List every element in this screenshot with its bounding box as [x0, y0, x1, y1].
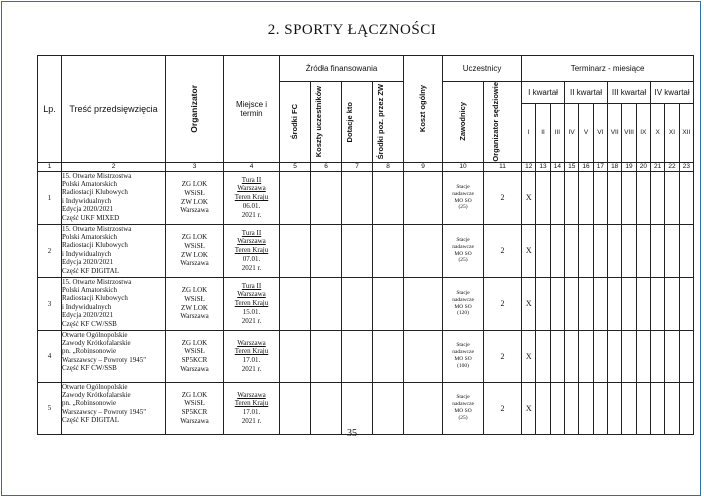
empty-cell [280, 224, 311, 277]
schedule-cell [679, 330, 694, 382]
header-judges: Organizator sędziowie [484, 82, 522, 163]
event-organizer [166, 277, 224, 330]
desc-line: Część KF DIGITAL [62, 266, 119, 275]
header-quarter-1: I kwartał [522, 82, 565, 104]
place-line: 2021 r. [241, 263, 262, 272]
org-line: WSiSŁ [184, 399, 205, 408]
desc-line: Część KF DIGITAL [62, 416, 119, 425]
event-participants [443, 330, 484, 382]
schedule-mark: X [522, 277, 536, 330]
column-number: 22 [665, 162, 679, 171]
schedule-cell [579, 330, 593, 382]
desc-line: Edycja 2020/2021 [62, 205, 114, 214]
place-line: 07.01. [242, 254, 261, 263]
header-participant-costs: Koszty uczestników [311, 82, 342, 163]
schedule-mark: X [522, 382, 536, 434]
desc-line: Radiostacji Klubowych [62, 188, 128, 197]
event-judges: 2 [484, 277, 522, 330]
column-number: 9 [404, 162, 443, 171]
column-number: 4 [224, 162, 280, 171]
desc-line: Polski Amatorskich [62, 233, 118, 241]
desc-line: Warszawscy – Powroty 1945" [62, 355, 147, 364]
header-participants: Uczestnicy [443, 56, 522, 82]
empty-cell [280, 277, 311, 330]
place-line: 2021 r. [241, 210, 262, 219]
desc-line: i Indywidualnych [62, 249, 112, 258]
schedule-cell [679, 277, 694, 330]
page-number: 35 [347, 428, 357, 439]
place-line: 06.01. [242, 201, 261, 210]
schedule-cell [665, 224, 679, 277]
column-number: 11 [484, 162, 522, 171]
schedule-cell [608, 382, 622, 434]
schedule-cell [651, 224, 665, 277]
month-header: I [522, 104, 536, 162]
empty-cell [311, 277, 342, 330]
table-row [38, 224, 694, 277]
month-header: VII [608, 104, 622, 162]
place-line: 2021 r. [241, 364, 262, 373]
event-judges: 2 [484, 224, 522, 277]
schedule-cell [665, 382, 679, 434]
participants-line: MO SO [454, 197, 472, 204]
schedule-cell [565, 330, 579, 382]
event-description [62, 277, 166, 330]
participants-line: MO SO [454, 356, 472, 363]
desc-line: pn. „Robinsonowie [62, 399, 117, 408]
empty-cell [404, 382, 443, 434]
schedule-cell [608, 330, 622, 382]
schedule-cell [550, 224, 564, 277]
schedule-cell [679, 171, 694, 224]
event-description [62, 382, 166, 434]
table-row [38, 382, 694, 434]
month-header: IX [636, 104, 650, 162]
schedule-cell [593, 277, 607, 330]
place-line: Warszawa [237, 237, 266, 246]
header-quarter-3: III kwartał [608, 82, 651, 104]
column-number: 10 [443, 162, 484, 171]
place-line: Tura II [241, 281, 262, 290]
schedule-cell [593, 382, 607, 434]
org-line: Warszawa [180, 206, 209, 215]
column-number: 18 [608, 162, 622, 171]
column-number: 5 [280, 162, 311, 171]
event-judges: 2 [484, 171, 522, 224]
event-place-date [224, 171, 280, 224]
schedule-cell [565, 171, 579, 224]
participants-line: (25) [458, 204, 468, 211]
place-line: Teren Kraju [234, 193, 269, 202]
schedule-cell [651, 171, 665, 224]
month-header: VIII [622, 104, 636, 162]
participants-line: (25) [458, 257, 468, 264]
org-line: WSiSŁ [184, 241, 205, 250]
empty-cell [311, 330, 342, 382]
org-line: Warszawa [180, 416, 209, 425]
header-fc: Środki FC [280, 82, 311, 163]
org-line: ZG LOK [181, 180, 208, 189]
org-line: ZG LOK [181, 338, 208, 347]
schedule-cell [593, 171, 607, 224]
row-number: 1 [38, 171, 62, 224]
header-place-time: Miejsce i termin [224, 56, 280, 163]
empty-cell [342, 330, 373, 382]
desc-line: Otwarte Ogólnopolskie [62, 382, 128, 391]
empty-cell [373, 277, 404, 330]
schedule-cell [536, 382, 550, 434]
place-line: 17.01. [242, 408, 261, 417]
empty-cell [280, 330, 311, 382]
event-participants [443, 277, 484, 330]
month-header: IV [565, 104, 579, 162]
desc-line: Część KF CW/SSB [62, 319, 117, 328]
empty-cell [280, 382, 311, 434]
header-funding: Źródła finansowania [280, 56, 404, 82]
row-number: 3 [38, 277, 62, 330]
place-line: Teren Kraju [234, 246, 269, 255]
org-line: Warszawa [180, 312, 209, 321]
schedule-cell [608, 171, 622, 224]
desc-line: 15. Otwarte Mistrzostwa [62, 277, 132, 286]
desc-line: Warszawscy – Powroty 1945" [62, 407, 147, 416]
column-number: 13 [536, 162, 550, 171]
participants-line: MO SO [454, 303, 472, 310]
schedule-cell [622, 277, 636, 330]
schedule-cell [536, 330, 550, 382]
schedule-cell [651, 382, 665, 434]
org-line: Warszawa [180, 364, 209, 373]
org-line: ZW LOK [181, 197, 208, 206]
schedule-mark: X [522, 171, 536, 224]
schedule-cell [636, 277, 650, 330]
org-line: SP5KCR [181, 356, 208, 365]
participants-line: nadawcze [452, 349, 474, 356]
row-number: 4 [38, 330, 62, 382]
participants-line: nadawcze [452, 243, 474, 250]
schedule-cell [579, 171, 593, 224]
place-line: Tura II [241, 175, 262, 184]
empty-cell [311, 171, 342, 224]
schedule-cell [565, 382, 579, 434]
event-participants [443, 382, 484, 434]
participants-line: MO SO [454, 408, 472, 415]
participants-line: (25) [458, 414, 468, 421]
month-header: XI [665, 104, 679, 162]
event-description [62, 171, 166, 224]
org-line: ZG LOK [181, 286, 208, 295]
participants-line: Stacje [456, 394, 470, 401]
schedule-cell [651, 277, 665, 330]
schedule-cell [665, 171, 679, 224]
column-number: 12 [522, 162, 536, 171]
column-number: 14 [550, 162, 564, 171]
schedule-cell [636, 330, 650, 382]
column-number: 6 [311, 162, 342, 171]
org-line: ZW LOK [181, 250, 208, 259]
empty-cell [404, 277, 443, 330]
empty-cell [280, 171, 311, 224]
participants-line: MO SO [454, 250, 472, 257]
participants-line: nadawcze [452, 296, 474, 303]
participants-line: Stacje [456, 342, 470, 349]
participants-line: Stacje [456, 236, 470, 243]
event-organizer [166, 382, 224, 434]
schedule-cell [679, 382, 694, 434]
place-line: Teren Kraju [234, 347, 269, 356]
schedule-cell [579, 224, 593, 277]
column-number: 17 [593, 162, 607, 171]
schedule-cell [622, 330, 636, 382]
place-line: 2021 r. [241, 316, 262, 325]
header-content: Treść przedsięwzięcia [62, 56, 166, 163]
event-place-date [224, 330, 280, 382]
schedule-cell [622, 382, 636, 434]
org-line: WSiSŁ [184, 347, 205, 356]
desc-line: Radiostacji Klubowych [62, 241, 128, 250]
desc-line: i Indywidualnych [62, 196, 112, 205]
schedule-cell [536, 224, 550, 277]
month-header: X [651, 104, 665, 162]
event-place-date [224, 224, 280, 277]
schedule-cell [550, 277, 564, 330]
column-number: 19 [622, 162, 636, 171]
schedule-cell [550, 330, 564, 382]
column-number: 2 [62, 162, 166, 171]
place-line: Warszawa [237, 390, 266, 399]
desc-line: Część UKF MIXED [62, 213, 120, 222]
month-header: V [579, 104, 593, 162]
empty-cell [373, 224, 404, 277]
table-row [38, 171, 694, 224]
page-title: 2. SPORTY ŁĄCZNOŚCI [267, 22, 437, 38]
event-participants [443, 171, 484, 224]
schedule-cell [536, 277, 550, 330]
header-donations: Dotacje kto [342, 82, 373, 163]
desc-line: pn. „Robinsonowie [62, 347, 117, 356]
column-number: 1 [38, 162, 62, 171]
schedule-cell [608, 224, 622, 277]
schedule-mark: X [522, 224, 536, 277]
schedule-cell [565, 224, 579, 277]
empty-cell [342, 277, 373, 330]
org-line: ZG LOK [181, 233, 208, 242]
schedule-cell [636, 382, 650, 434]
empty-cell [311, 224, 342, 277]
schedule-cell [565, 277, 579, 330]
event-participants [443, 224, 484, 277]
event-organizer [166, 224, 224, 277]
schedule-cell [608, 277, 622, 330]
column-number: 16 [579, 162, 593, 171]
participants-line: nadawcze [452, 401, 474, 408]
column-number: 8 [373, 162, 404, 171]
schedule-cell [593, 224, 607, 277]
column-number: 23 [679, 162, 694, 171]
month-header: III [550, 104, 564, 162]
schedule-cell [550, 382, 564, 434]
desc-line: Zawody Krótkofalarskie [62, 391, 131, 399]
schedule-cell [665, 277, 679, 330]
header-organizer: Organizator [166, 56, 224, 163]
participants-line: (100) [457, 362, 469, 369]
empty-cell [373, 171, 404, 224]
desc-line: Edycja 2020/2021 [62, 311, 114, 320]
row-number: 5 [38, 382, 62, 434]
place-line: Teren Kraju [234, 399, 269, 408]
row-number: 2 [38, 224, 62, 277]
schedule-cell [665, 330, 679, 382]
events-table [37, 55, 694, 435]
month-header: VI [593, 104, 607, 162]
header-quarter-4: IV kwartał [651, 82, 694, 104]
empty-cell [373, 382, 404, 434]
header-other-funds: Środki poz. przez ZW [373, 82, 404, 163]
org-line: WSiSŁ [184, 188, 205, 197]
schedule-cell [622, 171, 636, 224]
empty-cell [342, 224, 373, 277]
column-number: 21 [651, 162, 665, 171]
place-line: Teren Kraju [234, 299, 269, 308]
column-number: 7 [342, 162, 373, 171]
schedule-mark: X [522, 330, 536, 382]
org-line: WSiSŁ [184, 294, 205, 303]
month-header: II [536, 104, 550, 162]
empty-cell [404, 171, 443, 224]
schedule-cell [636, 171, 650, 224]
place-line: Warszawa [237, 338, 266, 347]
column-number: 3 [166, 162, 224, 171]
participants-line: Stacje [456, 183, 470, 190]
org-line: ZW LOK [181, 303, 208, 312]
header-quarter-2: II kwartał [565, 82, 608, 104]
place-line: 17.01. [242, 356, 261, 365]
place-line: 15.01. [242, 307, 261, 316]
event-organizer [166, 171, 224, 224]
event-place-date [224, 277, 280, 330]
desc-line: Polski Amatorskich [62, 286, 118, 294]
empty-cell [342, 382, 373, 434]
event-description [62, 330, 166, 382]
participants-line: Stacje [456, 289, 470, 296]
column-number: 15 [565, 162, 579, 171]
schedule-cell [679, 224, 694, 277]
participants-line: nadawcze [452, 190, 474, 197]
desc-line: Edycja 2020/2021 [62, 258, 114, 267]
place-line: 2021 r. [241, 416, 262, 425]
empty-cell [373, 330, 404, 382]
org-line: Warszawa [180, 259, 209, 268]
schedule-cell [593, 330, 607, 382]
place-line: Warszawa [237, 290, 266, 299]
desc-line: 15. Otwarte Mistrzostwa [62, 171, 132, 180]
empty-cell [404, 330, 443, 382]
org-line: ZG LOK [181, 390, 208, 399]
schedule-cell [579, 382, 593, 434]
table-row [38, 277, 694, 330]
schedule-cell [622, 224, 636, 277]
schedule-cell [579, 277, 593, 330]
schedule-cell [536, 171, 550, 224]
place-line: Tura II [241, 228, 262, 237]
org-line: SP5KCR [181, 408, 208, 417]
header-lp: Lp. [38, 56, 62, 163]
column-number: 20 [636, 162, 650, 171]
desc-line: Polski Amatorskich [62, 180, 118, 188]
desc-line: Otwarte Ogólnopolskie [62, 330, 128, 339]
empty-cell [342, 171, 373, 224]
desc-line: Zawody Krótkofalarskie [62, 339, 131, 347]
event-description [62, 224, 166, 277]
desc-line: Radiostacji Klubowych [62, 294, 128, 303]
schedule-cell [651, 330, 665, 382]
header-schedule: Terminarz - miesiące [522, 56, 694, 82]
desc-line: Część KF CW/SSB [62, 364, 117, 373]
participants-line: (120) [457, 310, 469, 317]
month-header: XII [679, 104, 694, 162]
header-competitors: Zawodnicy [443, 82, 484, 163]
header-total-cost: Koszt ogólny [404, 56, 443, 163]
event-organizer [166, 330, 224, 382]
empty-cell [404, 224, 443, 277]
desc-line: i Indywidualnych [62, 302, 112, 311]
schedule-cell [550, 171, 564, 224]
event-judges: 2 [484, 382, 522, 434]
table-row [38, 330, 694, 382]
event-judges: 2 [484, 330, 522, 382]
schedule-cell [636, 224, 650, 277]
empty-cell [311, 382, 342, 434]
desc-line: 15. Otwarte Mistrzostwa [62, 224, 132, 233]
place-line: Warszawa [237, 184, 266, 193]
event-place-date [224, 382, 280, 434]
column-number-row [38, 162, 694, 171]
